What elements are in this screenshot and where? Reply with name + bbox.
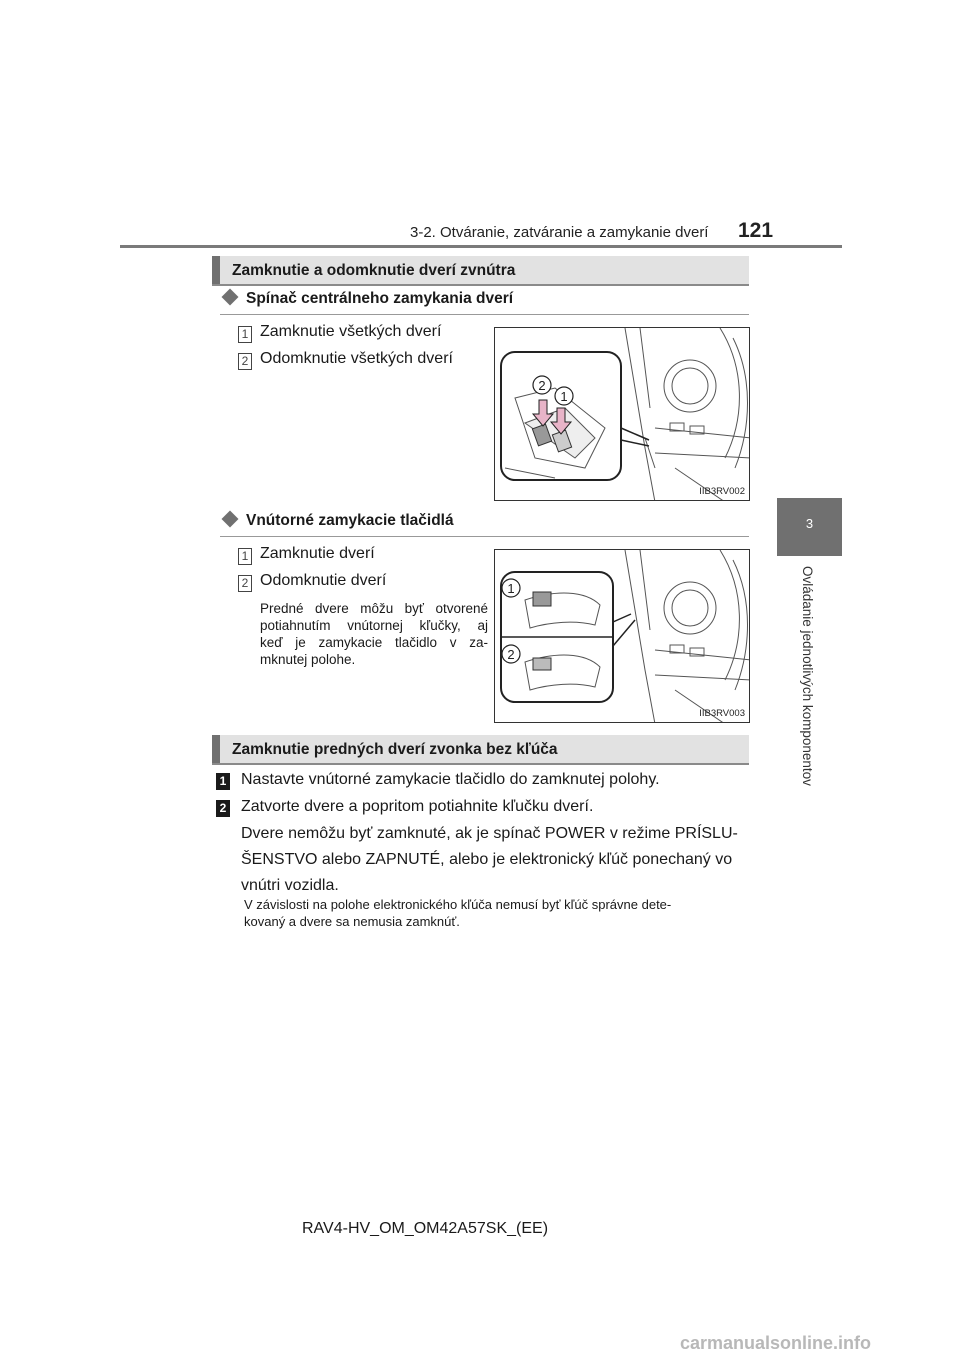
figure-central-lock-switch bbox=[494, 327, 750, 501]
step-number-badge: 1 bbox=[216, 773, 230, 790]
chapter-title: Ovládanie jednotlivých komponentov bbox=[800, 566, 815, 786]
figure-code: IIB3RV003 bbox=[699, 708, 745, 719]
section-bar-underline bbox=[212, 284, 749, 286]
section-bar-inside-locking bbox=[212, 256, 749, 286]
step-set-lock-button: Nastavte vnútorné zamykacie tlačidlo do zamknutej polohy. bbox=[241, 771, 660, 788]
section-bar-underline bbox=[212, 763, 749, 765]
section-title: Zamknutie predných dverí zvonka bez kľúča bbox=[232, 741, 558, 758]
subsection-rule bbox=[220, 536, 749, 537]
item-unlock-all-doors: Odomknutie všetkých dverí bbox=[260, 350, 453, 367]
step-number-badge: 2 bbox=[216, 800, 230, 817]
paragraph-power-switch-warning: Dvere nemôžu byť zamknuté, ak je spínač POWER v režime PRÍSLU- ŠENSTVO alebo ZAPNUTÉ, alebo je elektronický kľúč ponechaný vo vnútri vozidla. bbox=[241, 825, 738, 894]
subsection-heading-central-lock: Spínač centrálneho zamykania dverí bbox=[220, 290, 513, 308]
page-number: 121 bbox=[738, 219, 774, 242]
running-header-title: 3-2. Otváranie, zatváranie a zamykanie dverí bbox=[410, 224, 709, 241]
callout-label: 2 bbox=[507, 647, 515, 662]
door-handle-illustration bbox=[495, 550, 750, 723]
item-lock-doors: Zamknutie dverí bbox=[260, 545, 375, 562]
chapter-number: 3 bbox=[805, 516, 814, 531]
item-number-badge: 1 bbox=[238, 548, 252, 565]
document-code-footer: RAV4-HV_OM_OM42A57SK_(EE) bbox=[302, 1220, 549, 1237]
diamond-bullet-icon bbox=[222, 289, 239, 306]
item-number-badge: 2 bbox=[238, 575, 252, 592]
callout-label: 2 bbox=[538, 378, 546, 393]
item-unlock-doors: Odomknutie dverí bbox=[260, 572, 387, 589]
callout-label: 1 bbox=[560, 389, 568, 404]
header-rule bbox=[120, 245, 842, 248]
subsection-heading-inside-lock-buttons: Vnútorné zamykacie tlačidlá bbox=[220, 512, 454, 530]
step-close-door: Zatvorte dvere a popritom potiahnite kľučku dverí. bbox=[241, 798, 594, 815]
subsection-rule bbox=[220, 314, 749, 315]
figure-inside-lock-buttons bbox=[494, 549, 750, 723]
section-title: Zamknutie a odomknutie dverí zvnútra bbox=[232, 262, 516, 279]
figure-code: IIB3RV002 bbox=[699, 486, 745, 497]
item-number-badge: 1 bbox=[238, 326, 252, 343]
callout-label: 1 bbox=[507, 581, 515, 596]
chapter-title-vertical bbox=[776, 566, 846, 806]
note-key-detection: V závislosti na polohe elektronického kľúča nemusí byť kľúč správne dete- kovaný a dvere sa nemusia zamknúť. bbox=[244, 897, 672, 929]
item-number-badge: 2 bbox=[238, 353, 252, 370]
diamond-bullet-icon bbox=[222, 511, 239, 528]
note-front-doors: Predné dvere môžu byť otvorené potiahnutím vnútornej kľučky, aj keď je zamykacie tlačidlo v za- mknutej polohe. bbox=[260, 601, 488, 667]
item-lock-all-doors: Zamknutie všetkých dverí bbox=[260, 323, 442, 340]
section-bar-keyless-lock bbox=[212, 735, 749, 765]
dashboard-illustration bbox=[495, 328, 750, 501]
watermark: carmanualsonline.info bbox=[680, 1333, 872, 1353]
